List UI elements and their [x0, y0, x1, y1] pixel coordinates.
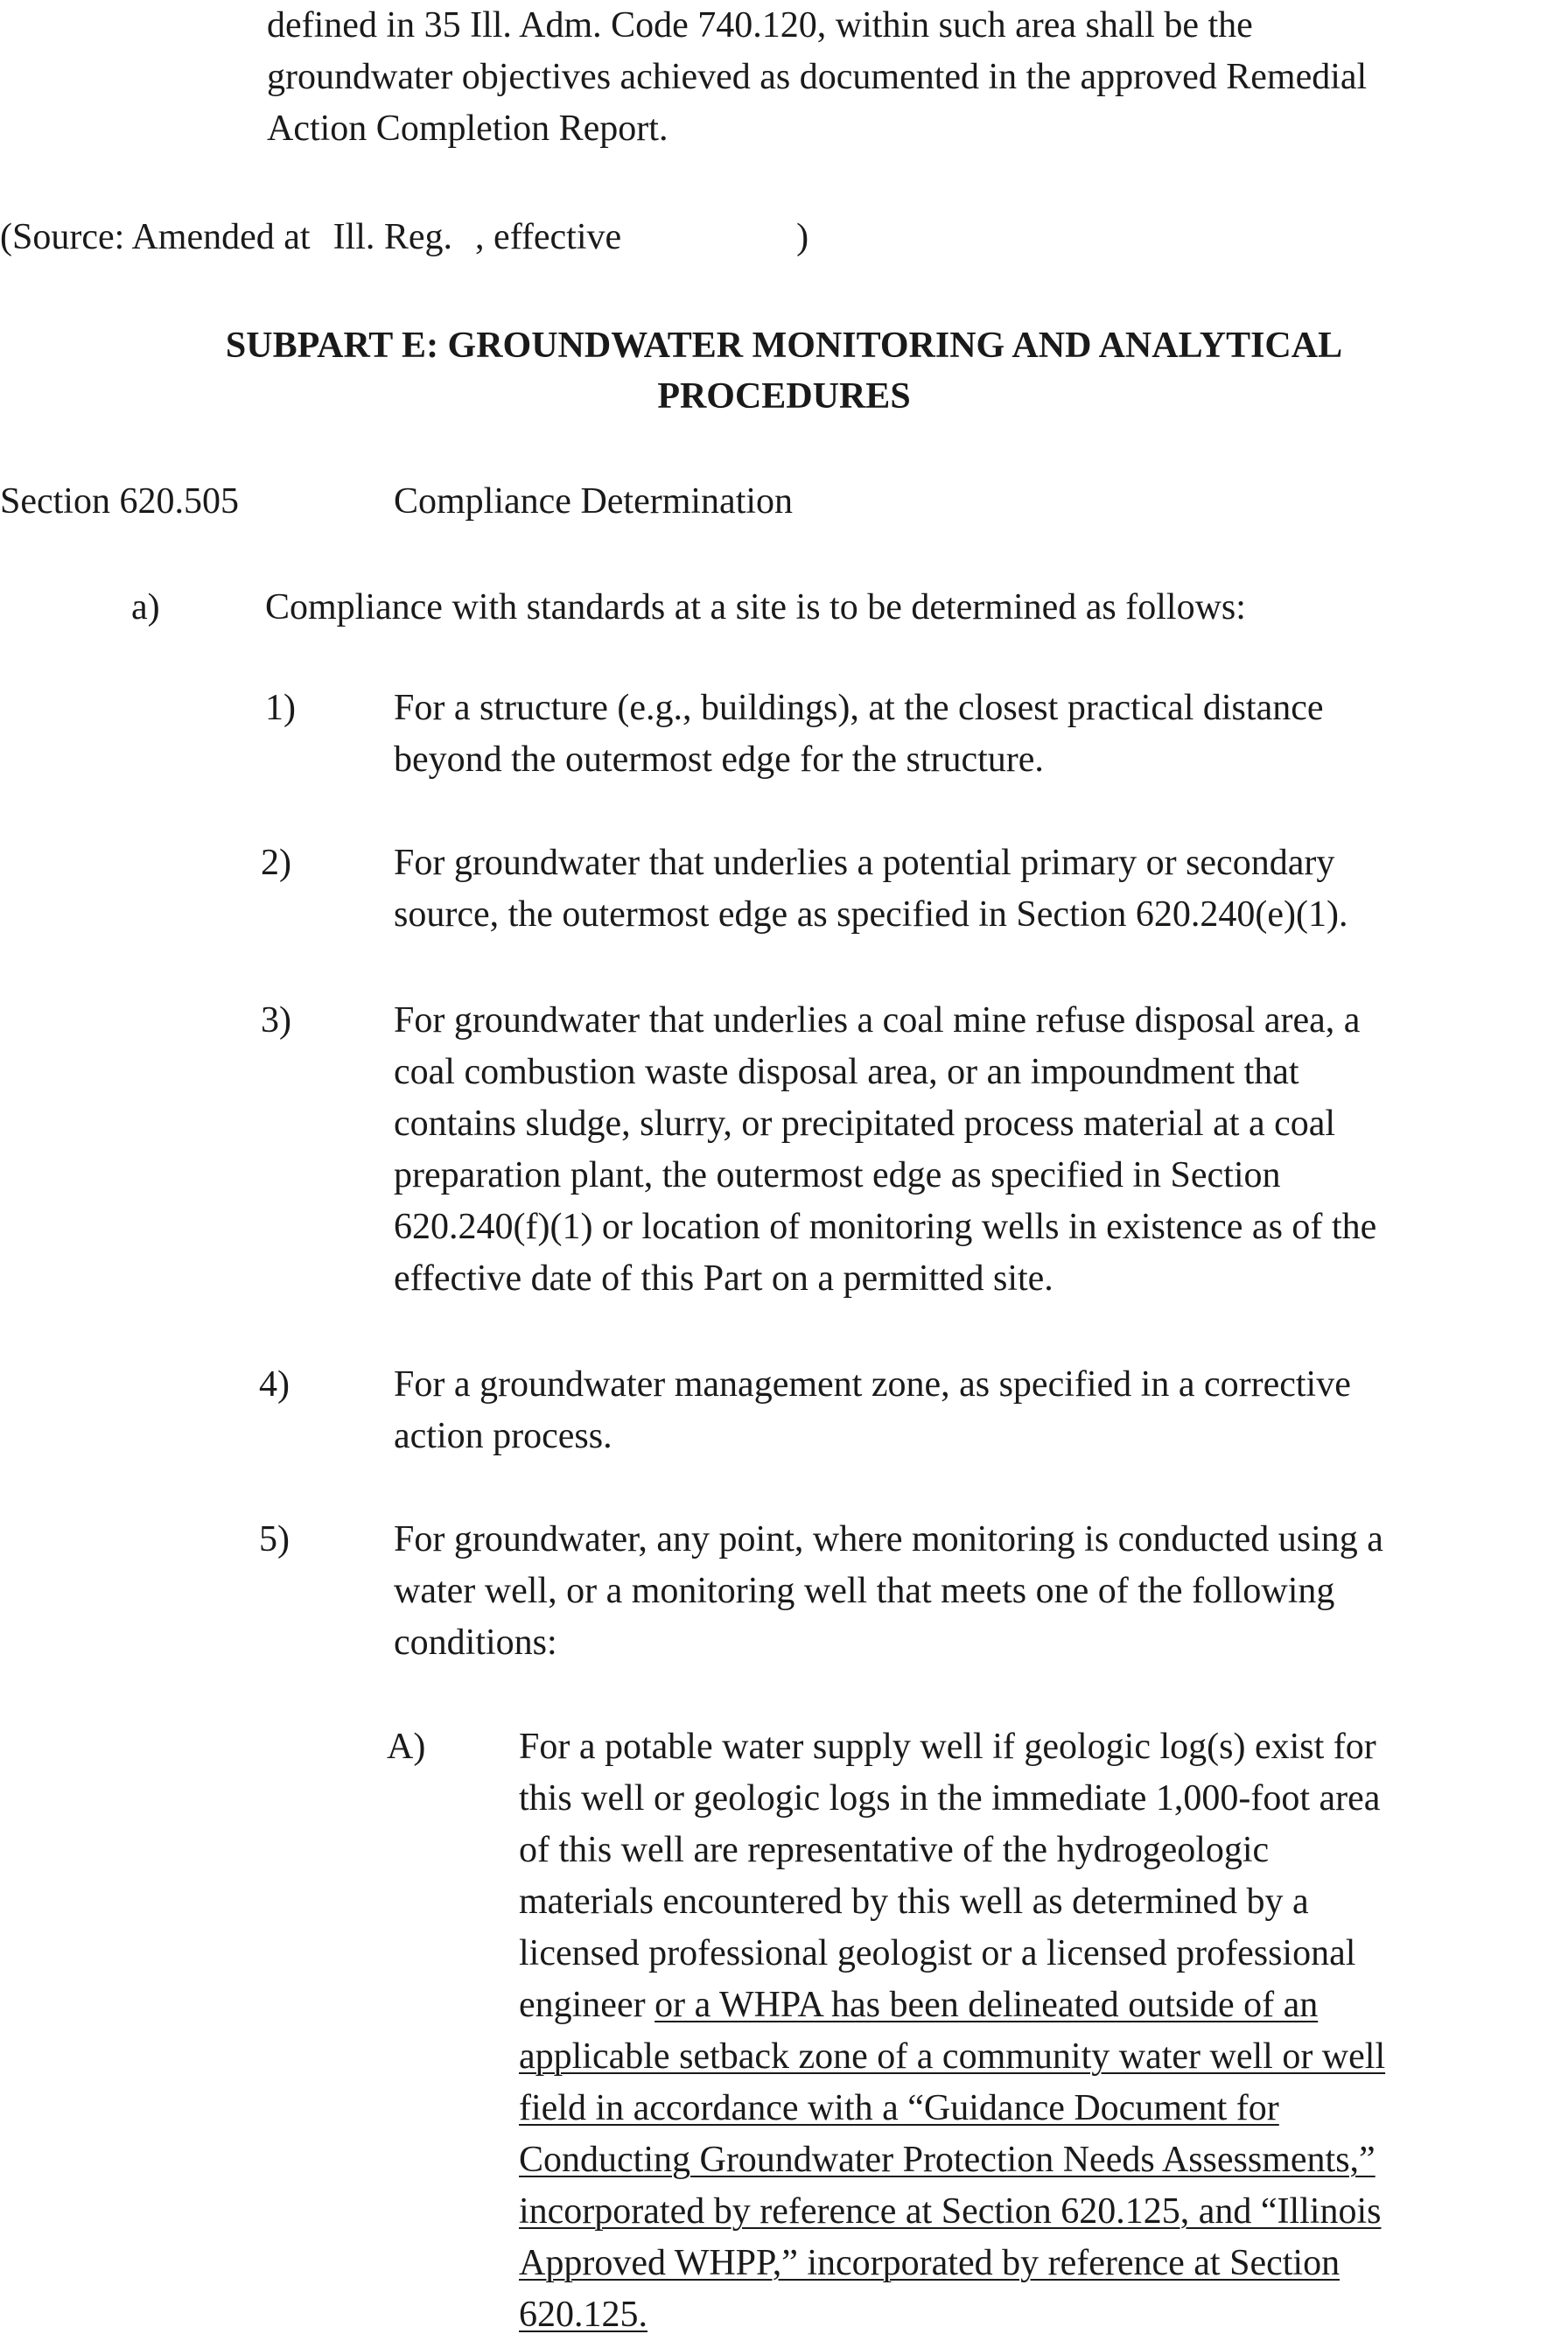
text-line: defined in 35 Ill. Adm. Code 740.120, within such area shall be the: [267, 5, 1253, 46]
list-item: [394, 1514, 1383, 1669]
inserted-text-line: field in accordance with a “Guidance Document for: [519, 2088, 1279, 2128]
text-line: 620.240(f)(1) or location of monitoring wells in existence as of the: [394, 1207, 1377, 1247]
inserted-text-line: Approved WHPP,” incorporated by reference at Section: [519, 2243, 1340, 2283]
heading-line: PROCEDURES: [657, 376, 911, 417]
text-line: action process.: [394, 1416, 612, 1456]
source-reg: Ill. Reg.: [332, 217, 453, 257]
text-line: For a potable water supply well if geologic log(s) exist for: [519, 1727, 1376, 1767]
text-line: coal combustion waste disposal area, or an impoundment that: [394, 1052, 1299, 1092]
text-line: contains sludge, slurry, or precipitated process material at a coal: [394, 1104, 1336, 1144]
source-close: ): [796, 217, 809, 257]
list-item: [394, 1359, 1351, 1462]
text-segment: engineer: [519, 1985, 655, 2025]
subitem-a-paragraph: [519, 1721, 1385, 2341]
text-line: beyond the outermost edge for the structure.: [394, 739, 1044, 780]
list-item: [394, 838, 1348, 941]
item-label: 3): [261, 1000, 291, 1041]
text-line: effective date of this Part on a permitted site.: [394, 1258, 1054, 1299]
text-line: this well or geologic logs in the immediate 1,000-foot area: [519, 1778, 1381, 1819]
subsection-a-label: a): [131, 587, 160, 627]
source-note: [0, 212, 808, 263]
text-line: source, the outermost edge as specified in Section 620.240(e)(1).: [394, 894, 1348, 935]
item-label: 4): [259, 1364, 290, 1405]
source-effective: , effective: [475, 217, 622, 257]
text-line: For groundwater that underlies a coal mine refuse disposal area, a: [394, 1000, 1361, 1041]
list-item: [394, 683, 1324, 786]
inserted-text-line: Conducting Groundwater Protection Needs Assessments,”: [519, 2140, 1376, 2180]
text-line: For groundwater that underlies a potential primary or secondary: [394, 843, 1335, 883]
subpart-heading: [0, 320, 1568, 422]
text-line: For a structure (e.g., buildings), at the closest practical distance: [394, 688, 1324, 728]
list-item: [394, 995, 1376, 1305]
inserted-text-line: applicable setback zone of a community water well or well: [519, 2036, 1386, 2077]
text-line: of this well are representative of the hydrogeologic: [519, 1830, 1270, 1870]
text-line: materials encountered by this well as determined by a: [519, 1882, 1309, 1922]
item-label: 1): [265, 688, 296, 728]
text-line: licensed professional geologist or a licensed professional: [519, 1933, 1356, 1973]
inserted-text-line: incorporated by reference at Section 620.125, and “Illinois: [519, 2191, 1382, 2232]
text-line: preparation plant, the outermost edge as specified in Section: [394, 1155, 1281, 1195]
text-line: conditions:: [394, 1623, 557, 1663]
section-number: Section 620.505: [0, 481, 239, 522]
item-label: 5): [259, 1519, 290, 1559]
source-prefix: (Source: Amended at: [0, 217, 311, 257]
text-line: Action Completion Report.: [267, 109, 668, 149]
subsection-a-text: Compliance with standards at a site is to be determined as follows:: [265, 587, 1246, 627]
text-line: For groundwater, any point, where monitoring is conducted using a: [394, 1519, 1383, 1559]
item-label: 2): [261, 843, 291, 883]
text-line: water well, or a monitoring well that meets one of the following: [394, 1571, 1335, 1611]
section-title: Compliance Determination: [394, 481, 794, 522]
text-line: groundwater objectives achieved as documented in the approved Remedial: [267, 57, 1368, 97]
inserted-text-segment: or a WHPA has been delineated outside of an: [654, 1985, 1319, 2025]
subitem-label: A): [387, 1727, 426, 1767]
text-line: For a groundwater management zone, as specified in a corrective: [394, 1364, 1351, 1405]
heading-line: SUBPART E: GROUNDWATER MONITORING AND ANALYTICAL: [225, 326, 1343, 366]
mixed-text-line: [519, 1980, 1385, 2031]
continuation-paragraph: [267, 0, 1367, 155]
inserted-text-line: 620.125.: [519, 2295, 648, 2335]
